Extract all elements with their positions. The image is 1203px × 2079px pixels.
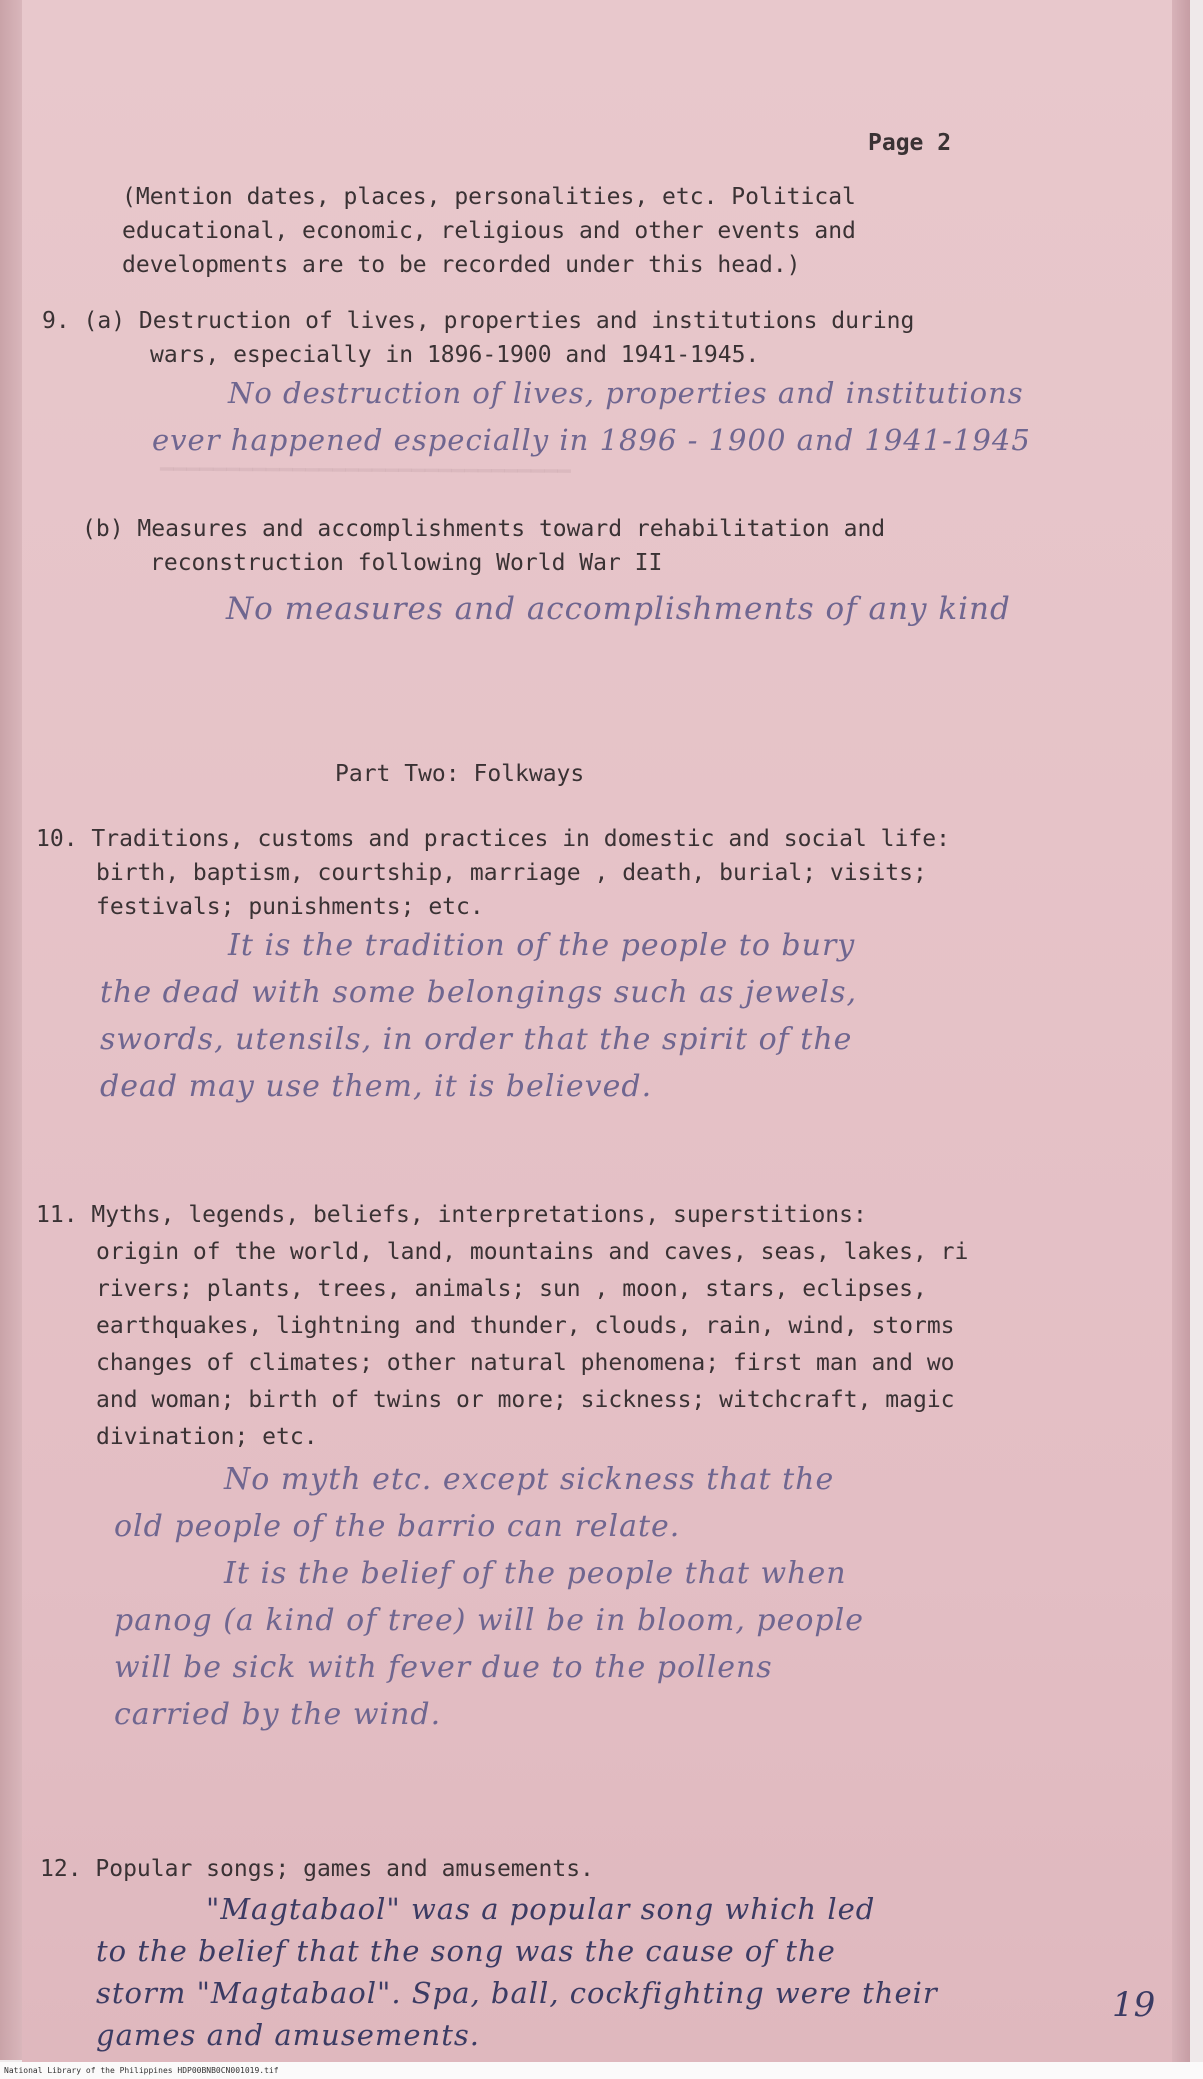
question-line: changes of climates; other natural phenomena; first man and wo (96, 1350, 955, 1376)
item-9a-question (42, 304, 914, 372)
item-10-answer (100, 922, 857, 1110)
item-9b-question (82, 512, 885, 580)
handwritten-line: the dead with some belongings such as jewels, (100, 975, 858, 1010)
question-line: (b) Measures and accomplishments toward rehabilitation and (82, 516, 886, 542)
handwritten-line: No myth etc. except sickness that the (224, 1462, 835, 1497)
binding-strip (0, 0, 22, 2060)
question-line: birth, baptism, courtship, marriage , death, burial; visits; (96, 860, 927, 886)
question-line: festivals; punishments; etc. (96, 894, 484, 920)
item-11-answer (114, 1456, 864, 1738)
handwritten-line: No destruction of lives, properties and institutions (228, 376, 1024, 410)
question-line: reconstruction following World War II (150, 550, 663, 576)
handwritten-line: storm "Magtabaol". Spa, ball, cockfighting were their (96, 1976, 938, 2010)
question-line: origin of the world, land, mountains and caves, seas, lakes, ri (96, 1239, 969, 1265)
handwritten-line: to the belief that the song was the cause of the (96, 1934, 836, 1968)
handwritten-page-number: 19 (1112, 1985, 1156, 2025)
item-12-answer (96, 1888, 938, 2056)
question-line: earthquakes, lightning and thunder, clouds, rain, wind, storms (96, 1313, 955, 1339)
question-line: and woman; birth of twins or more; sickness; witchcraft, magic (96, 1387, 955, 1413)
instruction-line: educational, economic, religious and other events and (122, 218, 856, 244)
question-line: 9. (a) Destruction of lives, properties and institutions during (42, 308, 915, 334)
paper-edge (1172, 0, 1190, 2062)
question-line: 10. Traditions, customs and practices in domestic and social life: (36, 826, 950, 852)
item-11-question (36, 1197, 968, 1456)
instruction-line: (Mention dates, places, personalities, etc. Political (122, 184, 856, 210)
handwritten-line: No measures and accomplishments of any kind (226, 591, 1011, 627)
question-line: rivers; plants, trees, animals; sun , moon, stars, eclipses, (96, 1276, 927, 1302)
instruction-note (122, 180, 856, 282)
handwritten-line: "Magtabaol" was a popular song which led (206, 1892, 876, 1926)
handwritten-line: swords, utensils, in order that the spirit of the (100, 1022, 853, 1057)
handwritten-line: will be sick with fever due to the pollens (114, 1650, 773, 1685)
question-line: 11. Myths, legends, beliefs, interpretations, superstitions: (36, 1202, 867, 1228)
handwritten-line: It is the belief of the people that when (224, 1556, 847, 1591)
page-label: Page 2 (868, 130, 952, 156)
handwritten-line: old people of the barrio can relate. (114, 1509, 681, 1544)
instruction-line: developments are to be recorded under this head.) (122, 252, 801, 278)
handwritten-line: carried by the wind. (114, 1697, 442, 1732)
handwritten-line: ever happened especially in 1896 - 1900 and 1941-1945 (152, 423, 1031, 457)
question-line: 12. Popular songs; games and amusements. (40, 1856, 594, 1882)
part-two-title: Part Two: Folkways (335, 761, 585, 787)
handwritten-line: It is the tradition of the people to bury (228, 928, 856, 963)
item-9b-answer (226, 586, 1011, 633)
item-10-question (36, 822, 950, 924)
handwritten-line: dead may use them, it is believed. (100, 1069, 653, 1104)
item-9a-answer (152, 370, 1031, 464)
item-12-question (40, 1852, 594, 1886)
scan-footer-text: National Library of the Philippines HDP00BNB0CN001019.tif (4, 2066, 279, 2075)
question-line: wars, especially in 1896-1900 and 1941-1945. (150, 342, 760, 368)
handwritten-line: panog (a kind of tree) will be in bloom, people (114, 1603, 864, 1638)
handwritten-line: games and amusements. (96, 2018, 480, 2052)
question-line: divination; etc. (96, 1424, 318, 1450)
bleed-through-text: ▔▔▔▔▔▔▔▔▔▔▔▔▔▔▔▔▔▔▔▔▔▔▔▔▔▔▔▔▔▔▔ (159, 468, 571, 497)
